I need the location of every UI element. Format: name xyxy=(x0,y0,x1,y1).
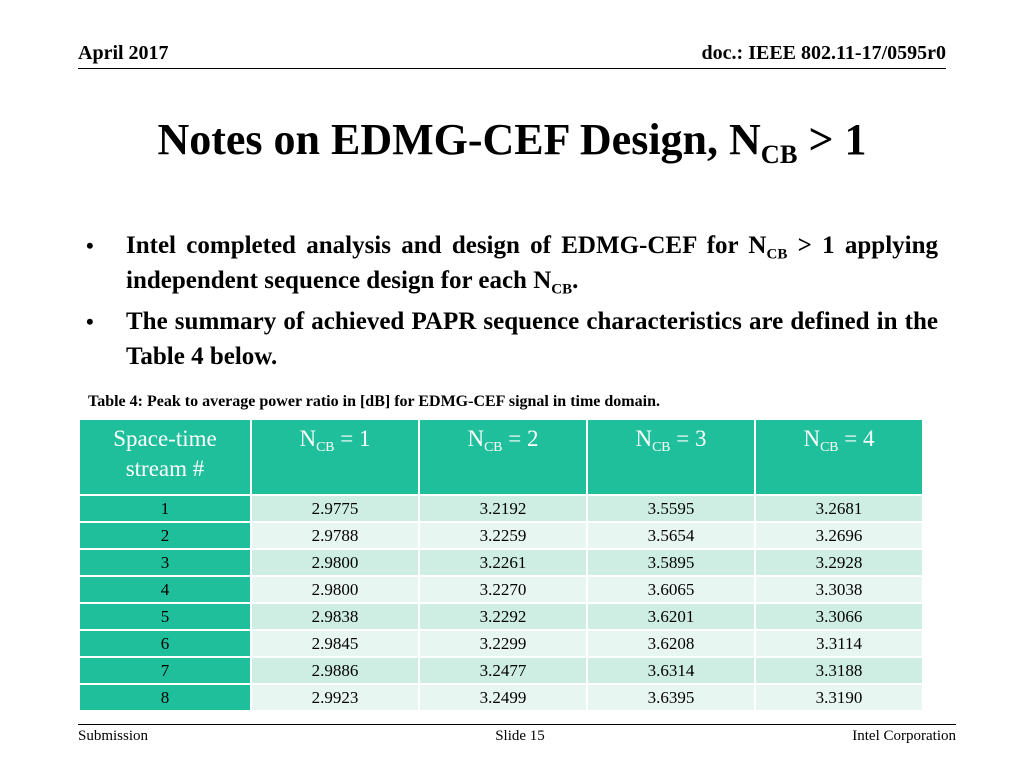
slide-title xyxy=(0,110,1024,170)
column-header-label: N xyxy=(299,426,317,451)
value-cell: 3.2261 xyxy=(419,549,587,576)
value-cell: 3.2499 xyxy=(419,684,587,711)
header-doc-id: doc.: IEEE 802.11-17/0595r0 xyxy=(701,42,946,64)
value-cell: 3.3038 xyxy=(755,576,923,603)
value-cell: 2.9788 xyxy=(251,522,419,549)
value-cell: 3.5595 xyxy=(587,495,755,522)
column-header-label: N xyxy=(803,426,821,451)
table-header-row xyxy=(79,419,923,495)
table-caption: Table 4: Peak to average power ratio in [dB] for EDMG-CEF signal in time domain. xyxy=(88,393,660,410)
title-text: Notes on EDMG-CEF Design, N xyxy=(157,115,761,164)
value-cell: 3.6208 xyxy=(587,630,755,657)
footer-company: Intel Corporation xyxy=(852,728,956,744)
stream-cell: 8 xyxy=(79,684,251,711)
value-cell: 3.3114 xyxy=(755,630,923,657)
bullet-text: . xyxy=(572,267,579,294)
stream-cell: 5 xyxy=(79,603,251,630)
table-row xyxy=(79,657,923,684)
column-header-ncb4 xyxy=(755,419,923,495)
column-header-label: N xyxy=(635,426,653,451)
stream-cell: 2 xyxy=(79,522,251,549)
header-date: April 2017 xyxy=(78,42,169,64)
value-cell: 3.6314 xyxy=(587,657,755,684)
value-cell: 3.2928 xyxy=(755,549,923,576)
column-header-label: N xyxy=(467,426,485,451)
title-tail: > 1 xyxy=(797,115,867,164)
column-header-subscript: CB xyxy=(484,438,503,454)
value-cell: 3.3188 xyxy=(755,657,923,684)
value-cell: 3.2259 xyxy=(419,522,587,549)
value-cell: 3.2270 xyxy=(419,576,587,603)
value-cell: 2.9775 xyxy=(251,495,419,522)
stream-cell: 1 xyxy=(79,495,251,522)
table-row xyxy=(79,576,923,603)
value-cell: 3.2192 xyxy=(419,495,587,522)
column-header-tail: = 2 xyxy=(502,426,539,451)
value-cell: 3.5895 xyxy=(587,549,755,576)
value-cell: 3.2477 xyxy=(419,657,587,684)
bullet-glyph: • xyxy=(86,309,94,334)
bullet-item xyxy=(86,304,938,374)
column-header-ncb1 xyxy=(251,419,419,495)
footer-submission: Submission xyxy=(78,728,149,744)
value-cell: 3.6395 xyxy=(587,684,755,711)
papr-table xyxy=(78,418,924,712)
value-cell: 3.2299 xyxy=(419,630,587,657)
column-header-subscript: CB xyxy=(820,438,839,454)
value-cell: 2.9800 xyxy=(251,576,419,603)
stream-cell: 3 xyxy=(79,549,251,576)
value-cell: 3.2681 xyxy=(755,495,923,522)
table-row xyxy=(79,630,923,657)
stream-cell: 6 xyxy=(79,630,251,657)
table-row xyxy=(79,495,923,522)
bullet-glyph: • xyxy=(86,233,94,258)
header-divider xyxy=(78,68,946,69)
bullet-text: > 1 applying independent sequence design for each N xyxy=(126,232,938,294)
column-header-ncb3 xyxy=(587,419,755,495)
column-header-label: Space-time stream # xyxy=(113,426,217,481)
table-row xyxy=(79,684,923,711)
bullet-item xyxy=(86,228,938,298)
value-cell: 3.3066 xyxy=(755,603,923,630)
value-cell: 3.2696 xyxy=(755,522,923,549)
table-row xyxy=(79,522,923,549)
column-header-subscript: CB xyxy=(652,438,671,454)
footer-divider xyxy=(78,724,956,725)
bullet-text: The summary of achieved PAPR sequence characteristics are defined in the Table 4 below. xyxy=(126,308,938,370)
bullet-subscript: CB xyxy=(551,281,573,298)
bullet-subscript: CB xyxy=(766,246,788,263)
column-header-tail: = 1 xyxy=(334,426,371,451)
value-cell: 2.9923 xyxy=(251,684,419,711)
bullet-list xyxy=(86,228,938,380)
column-header-ncb2 xyxy=(419,419,587,495)
value-cell: 3.3190 xyxy=(755,684,923,711)
value-cell: 3.6065 xyxy=(587,576,755,603)
value-cell: 2.9845 xyxy=(251,630,419,657)
value-cell: 2.9800 xyxy=(251,549,419,576)
stream-cell: 7 xyxy=(79,657,251,684)
column-header-subscript: CB xyxy=(316,438,335,454)
value-cell: 3.6201 xyxy=(587,603,755,630)
table-row xyxy=(79,603,923,630)
value-cell: 3.2292 xyxy=(419,603,587,630)
bullet-text: Intel completed analysis and design of EDMG-CEF for N xyxy=(126,232,767,259)
column-header-stream xyxy=(79,419,251,495)
column-header-tail: = 3 xyxy=(670,426,707,451)
table-row xyxy=(79,549,923,576)
title-subscript: CB xyxy=(760,139,798,170)
column-header-tail: = 4 xyxy=(838,426,875,451)
value-cell: 3.5654 xyxy=(587,522,755,549)
value-cell: 2.9838 xyxy=(251,603,419,630)
stream-cell: 4 xyxy=(79,576,251,603)
value-cell: 2.9886 xyxy=(251,657,419,684)
footer-slide-number: Slide 15 xyxy=(495,728,545,744)
